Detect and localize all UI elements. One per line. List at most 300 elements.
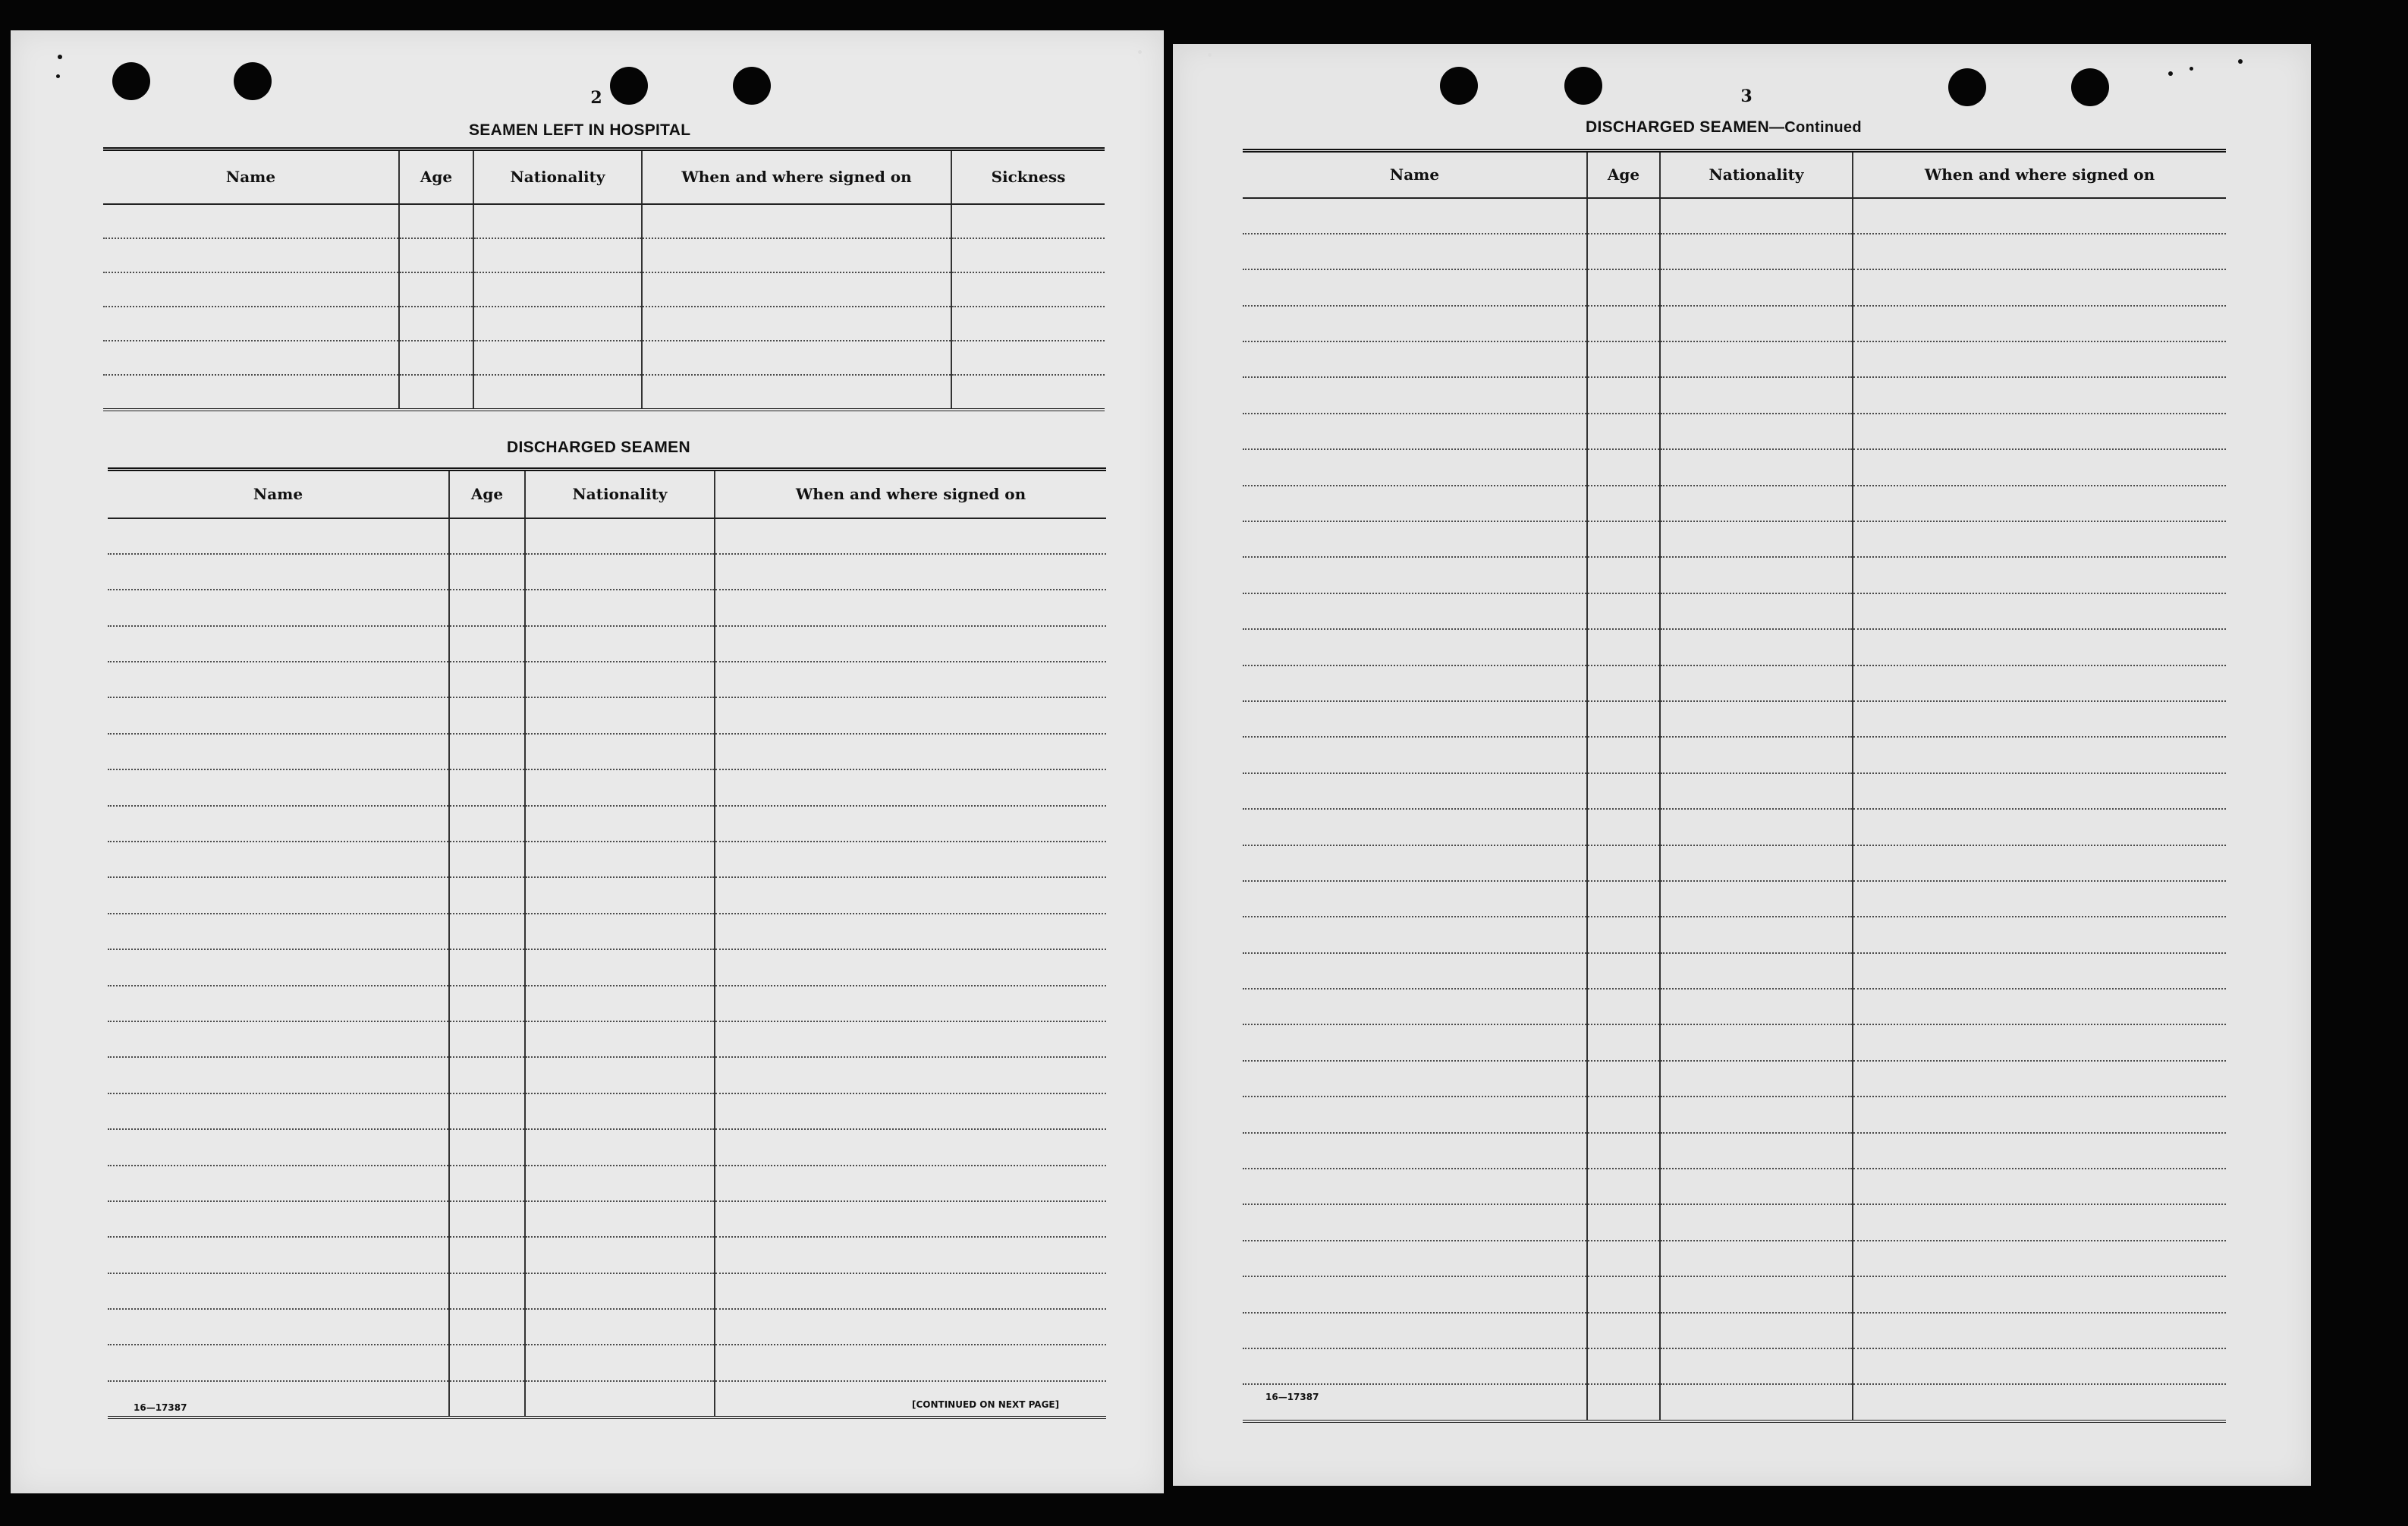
table-cell xyxy=(1853,701,2226,737)
table-cell xyxy=(1587,701,1660,737)
table-cell xyxy=(715,877,1106,913)
table-cell xyxy=(715,806,1106,842)
table-cell xyxy=(449,1201,525,1237)
table-cell xyxy=(1587,377,1660,413)
hospital-section-title: SEAMEN LEFT IN HOSPITAL xyxy=(469,121,691,139)
table-cell xyxy=(473,204,642,238)
table-cell xyxy=(525,1345,715,1380)
table-cell xyxy=(1587,1348,1660,1384)
punch-hole-icon xyxy=(733,67,771,105)
table-cell xyxy=(449,554,525,590)
table-cell xyxy=(1853,1204,2226,1240)
table-cell xyxy=(1243,557,1587,593)
table-cell xyxy=(1587,1169,1660,1204)
table-cell xyxy=(108,662,449,697)
table-row xyxy=(1243,953,2226,989)
table-cell xyxy=(1660,737,1853,772)
table-row xyxy=(1243,665,2226,701)
table-cell xyxy=(1660,1384,1853,1421)
table-cell xyxy=(1853,989,2226,1024)
table-cell xyxy=(715,518,1106,554)
discharged-continued-title xyxy=(1586,118,1862,137)
table-cell xyxy=(525,877,715,913)
table-cell xyxy=(1853,665,2226,701)
table-cell xyxy=(1853,449,2226,485)
table-cell xyxy=(1660,845,1853,881)
table-cell xyxy=(1660,377,1853,413)
table-cell xyxy=(449,1166,525,1201)
table-cell xyxy=(449,1021,525,1057)
table-cell xyxy=(1587,953,1660,989)
table-cell xyxy=(1587,234,1660,269)
table-row xyxy=(1243,1204,2226,1240)
column-header-age: Age xyxy=(1587,151,1660,198)
table-cell xyxy=(108,1237,449,1273)
table-cell xyxy=(473,375,642,410)
table-cell xyxy=(951,307,1105,341)
table-cell xyxy=(715,626,1106,662)
table-cell xyxy=(1660,557,1853,593)
table-cell xyxy=(1587,665,1660,701)
table-row xyxy=(1243,269,2226,305)
table-cell xyxy=(1243,1097,1587,1132)
table-cell xyxy=(642,204,951,238)
table-cell xyxy=(715,949,1106,985)
table-cell xyxy=(399,341,473,375)
table-cell xyxy=(1853,1061,2226,1097)
table-cell xyxy=(525,986,715,1021)
table-cell xyxy=(108,769,449,805)
table-row xyxy=(1243,737,2226,772)
table-row xyxy=(108,697,1106,733)
table-row xyxy=(103,272,1105,307)
table-cell xyxy=(1587,1024,1660,1060)
table-cell xyxy=(1243,377,1587,413)
table-cell xyxy=(108,949,449,985)
table-cell xyxy=(1243,1241,1587,1276)
table-cell xyxy=(1853,1133,2226,1169)
table-cell xyxy=(449,734,525,769)
table-cell xyxy=(1660,198,1853,234)
form-number: 16—17387 xyxy=(134,1402,187,1413)
table-cell xyxy=(525,1309,715,1345)
table-row xyxy=(108,1166,1106,1201)
table-cell xyxy=(1587,1241,1660,1276)
table-cell xyxy=(1243,593,1587,629)
table-row xyxy=(108,769,1106,805)
table-cell xyxy=(449,914,525,949)
table-row xyxy=(1243,341,2226,377)
table-row xyxy=(108,626,1106,662)
table-cell xyxy=(399,204,473,238)
table-cell xyxy=(1243,306,1587,341)
table-cell xyxy=(951,238,1105,272)
table-row xyxy=(108,949,1106,985)
table-row xyxy=(108,986,1106,1021)
table-cell xyxy=(1243,1313,1587,1348)
table-cell xyxy=(1660,593,1853,629)
table-cell xyxy=(1660,953,1853,989)
speck-mark xyxy=(1208,53,1212,57)
table-cell xyxy=(1660,917,1853,952)
table-cell xyxy=(473,307,642,341)
table-cell xyxy=(1853,341,2226,377)
table-cell xyxy=(1243,1384,1587,1421)
table-cell xyxy=(1660,521,1853,557)
table-cell xyxy=(1243,773,1587,809)
table-cell xyxy=(1660,1348,1853,1384)
table-row xyxy=(1243,1024,2226,1060)
table-cell xyxy=(1660,1313,1853,1348)
table-cell xyxy=(449,662,525,697)
table-cell xyxy=(108,518,449,554)
column-header-name: Name xyxy=(1243,151,1587,198)
table-row xyxy=(108,1273,1106,1309)
table-cell xyxy=(1660,1276,1853,1312)
table-cell xyxy=(525,590,715,625)
table-cell xyxy=(473,272,642,307)
table-cell xyxy=(1853,414,2226,449)
table-cell xyxy=(1660,809,1853,845)
table-cell xyxy=(525,662,715,697)
table-cell xyxy=(449,1273,525,1309)
table-row xyxy=(1243,593,2226,629)
table-cell xyxy=(1243,1024,1587,1060)
table-row xyxy=(108,1309,1106,1345)
table-cell xyxy=(715,769,1106,805)
table-cell xyxy=(449,769,525,805)
table-cell xyxy=(525,1093,715,1129)
table-cell xyxy=(525,1129,715,1165)
table-cell xyxy=(1587,629,1660,665)
table-cell xyxy=(108,986,449,1021)
column-header-nationality: Nationality xyxy=(473,149,642,204)
table-cell xyxy=(642,307,951,341)
table-cell xyxy=(1853,521,2226,557)
table-cell xyxy=(1243,341,1587,377)
table-cell xyxy=(525,1021,715,1057)
table-row xyxy=(108,734,1106,769)
table-cell xyxy=(715,986,1106,1021)
table-cell xyxy=(1243,234,1587,269)
column-header-name: Name xyxy=(103,149,399,204)
table-cell xyxy=(642,238,951,272)
column-header-age: Age xyxy=(399,149,473,204)
table-row xyxy=(1243,414,2226,449)
table-cell xyxy=(1660,773,1853,809)
table-cell xyxy=(1587,1384,1660,1421)
table-row xyxy=(1243,1348,2226,1384)
table-cell xyxy=(1587,198,1660,234)
table-row xyxy=(108,877,1106,913)
table-row xyxy=(1243,629,2226,665)
table-cell xyxy=(525,626,715,662)
table-cell xyxy=(1587,269,1660,305)
table-cell xyxy=(1243,1133,1587,1169)
table-cell xyxy=(449,949,525,985)
page-number: 3 xyxy=(1740,87,1753,106)
table-cell xyxy=(103,238,399,272)
column-header-signed-on: When and where signed on xyxy=(642,149,951,204)
table-cell xyxy=(1243,881,1587,917)
table-row xyxy=(1243,1061,2226,1097)
table-cell xyxy=(108,806,449,842)
table-cell xyxy=(1243,449,1587,485)
table-row xyxy=(1243,701,2226,737)
table-cell xyxy=(1243,629,1587,665)
table-cell xyxy=(1587,1061,1660,1097)
table-cell xyxy=(1853,953,2226,989)
table-cell xyxy=(525,1201,715,1237)
table-cell xyxy=(108,1273,449,1309)
table-cell xyxy=(449,986,525,1021)
punch-hole-icon xyxy=(234,62,272,100)
table-cell xyxy=(103,204,399,238)
table-cell xyxy=(715,914,1106,949)
table-cell xyxy=(449,626,525,662)
table-cell xyxy=(1243,737,1587,772)
punch-hole-icon xyxy=(112,62,150,100)
table-cell xyxy=(1587,449,1660,485)
table-cell xyxy=(1853,1384,2226,1421)
table-cell xyxy=(1243,953,1587,989)
table-cell xyxy=(1853,557,2226,593)
table-cell xyxy=(103,272,399,307)
table-row xyxy=(108,1201,1106,1237)
table-cell xyxy=(108,1129,449,1165)
table-cell xyxy=(1243,701,1587,737)
table-cell xyxy=(715,734,1106,769)
table-row xyxy=(1243,234,2226,269)
table-cell xyxy=(715,1309,1106,1345)
table-cell xyxy=(1587,989,1660,1024)
table-cell xyxy=(1853,377,2226,413)
table-cell xyxy=(1243,486,1587,521)
table-cell xyxy=(1853,881,2226,917)
discharged-continued-table xyxy=(1243,149,2226,1423)
left-page xyxy=(11,30,1164,1493)
table-cell xyxy=(1853,809,2226,845)
table-cell xyxy=(525,1237,715,1273)
table-cell xyxy=(1243,198,1587,234)
table-cell xyxy=(1587,557,1660,593)
table-row xyxy=(103,238,1105,272)
punch-hole-icon xyxy=(610,67,648,105)
table-row xyxy=(1243,881,2226,917)
table-cell xyxy=(449,1129,525,1165)
table-cell xyxy=(1853,1169,2226,1204)
table-row xyxy=(1243,773,2226,809)
table-cell xyxy=(525,697,715,733)
table-cell xyxy=(525,1166,715,1201)
table-cell xyxy=(108,1021,449,1057)
table-row xyxy=(1243,1169,2226,1204)
table-cell xyxy=(1853,306,2226,341)
table-cell xyxy=(1587,414,1660,449)
table-row xyxy=(1243,1097,2226,1132)
table-cell xyxy=(1853,773,2226,809)
discharged-table xyxy=(108,467,1106,1419)
table-row xyxy=(1243,486,2226,521)
table-cell xyxy=(951,341,1105,375)
table-cell xyxy=(1587,1276,1660,1312)
table-cell xyxy=(1243,665,1587,701)
table-cell xyxy=(108,626,449,662)
table-cell xyxy=(1853,845,2226,881)
speck-mark xyxy=(2168,71,2173,76)
table-cell xyxy=(715,1166,1106,1201)
table-row xyxy=(1243,845,2226,881)
table-cell xyxy=(108,842,449,877)
table-cell xyxy=(1853,917,2226,952)
table-cell xyxy=(525,1057,715,1093)
table-row xyxy=(108,1129,1106,1165)
table-cell xyxy=(1660,1097,1853,1132)
table-cell xyxy=(1660,1241,1853,1276)
speck-mark xyxy=(58,55,62,59)
table-cell xyxy=(1853,234,2226,269)
table-cell xyxy=(1587,881,1660,917)
table-cell xyxy=(1853,1241,2226,1276)
speck-mark xyxy=(2238,59,2243,64)
table-cell xyxy=(108,1201,449,1237)
punch-hole-icon xyxy=(1440,67,1478,105)
table-cell xyxy=(525,1381,715,1417)
table-cell xyxy=(449,1309,525,1345)
table-cell xyxy=(1243,809,1587,845)
table-cell xyxy=(1243,989,1587,1024)
table-cell xyxy=(1853,1097,2226,1132)
punch-hole-icon xyxy=(1948,68,1986,106)
table-cell xyxy=(108,1166,449,1201)
table-cell xyxy=(449,1345,525,1380)
table-cell xyxy=(399,272,473,307)
table-cell xyxy=(1660,234,1853,269)
table-row xyxy=(1243,1241,2226,1276)
table-row xyxy=(1243,1313,2226,1348)
table-row xyxy=(108,518,1106,554)
table-cell xyxy=(951,204,1105,238)
table-cell xyxy=(1587,1097,1660,1132)
table-cell xyxy=(1243,521,1587,557)
table-cell xyxy=(1660,1024,1853,1060)
table-cell xyxy=(1587,809,1660,845)
table-cell xyxy=(449,1237,525,1273)
table-cell xyxy=(715,1129,1106,1165)
table-row xyxy=(1243,809,2226,845)
table-cell xyxy=(103,307,399,341)
table-cell xyxy=(1660,1204,1853,1240)
table-cell xyxy=(449,806,525,842)
table-cell xyxy=(1587,521,1660,557)
table-cell xyxy=(715,1345,1106,1380)
table-cell xyxy=(1660,989,1853,1024)
table-row xyxy=(1243,1133,2226,1169)
column-header-nationality: Nationality xyxy=(525,470,715,518)
table-cell xyxy=(715,697,1106,733)
table-cell xyxy=(715,842,1106,877)
table-cell xyxy=(108,914,449,949)
column-header-sickness: Sickness xyxy=(951,149,1105,204)
table-cell xyxy=(715,1201,1106,1237)
table-cell xyxy=(108,1093,449,1129)
table-cell xyxy=(1853,1313,2226,1348)
table-row xyxy=(103,204,1105,238)
table-cell xyxy=(449,590,525,625)
table-cell xyxy=(1587,737,1660,772)
table-cell xyxy=(103,341,399,375)
table-cell xyxy=(1243,269,1587,305)
table-cell xyxy=(1587,486,1660,521)
table-cell xyxy=(1587,1313,1660,1348)
table-cell xyxy=(525,1273,715,1309)
table-row xyxy=(108,1093,1106,1129)
table-cell xyxy=(1587,845,1660,881)
table-cell xyxy=(1660,486,1853,521)
table-row xyxy=(1243,377,2226,413)
table-cell xyxy=(1587,306,1660,341)
table-cell xyxy=(715,590,1106,625)
table-row xyxy=(1243,521,2226,557)
table-cell xyxy=(1587,917,1660,952)
table-row xyxy=(108,1345,1106,1380)
table-row xyxy=(108,1021,1106,1057)
table-cell xyxy=(108,554,449,590)
table-cell xyxy=(525,769,715,805)
table-cell xyxy=(642,375,951,410)
table-cell xyxy=(449,518,525,554)
page-number: 2 xyxy=(590,88,602,108)
table-cell xyxy=(525,518,715,554)
table-cell xyxy=(1587,773,1660,809)
table-cell xyxy=(525,806,715,842)
table-cell xyxy=(525,949,715,985)
table-cell xyxy=(715,662,1106,697)
table-row xyxy=(1243,557,2226,593)
table-cell xyxy=(473,341,642,375)
table-cell xyxy=(1660,1169,1853,1204)
table-row xyxy=(1243,917,2226,952)
table-row xyxy=(1243,449,2226,485)
table-cell xyxy=(951,375,1105,410)
table-cell xyxy=(525,734,715,769)
table-cell xyxy=(1853,1276,2226,1312)
table-cell xyxy=(449,1057,525,1093)
table-row xyxy=(108,914,1106,949)
table-cell xyxy=(108,1345,449,1380)
table-cell xyxy=(1660,1061,1853,1097)
table-cell xyxy=(1853,1348,2226,1384)
table-cell xyxy=(399,238,473,272)
table-cell xyxy=(399,375,473,410)
table-cell xyxy=(1243,845,1587,881)
table-cell xyxy=(1243,917,1587,952)
table-cell xyxy=(1853,198,2226,234)
table-row xyxy=(1243,1384,2226,1421)
table-cell xyxy=(1243,1204,1587,1240)
table-row xyxy=(1243,198,2226,234)
section-title-text: DISCHARGED SEAMEN xyxy=(1586,118,1769,136)
table-cell xyxy=(449,1381,525,1417)
table-row xyxy=(108,842,1106,877)
table-cell xyxy=(1660,665,1853,701)
table-row xyxy=(103,307,1105,341)
table-row xyxy=(1243,989,2226,1024)
table-cell xyxy=(108,1057,449,1093)
table-cell xyxy=(1853,629,2226,665)
table-cell xyxy=(1853,593,2226,629)
table-row xyxy=(1243,1276,2226,1312)
